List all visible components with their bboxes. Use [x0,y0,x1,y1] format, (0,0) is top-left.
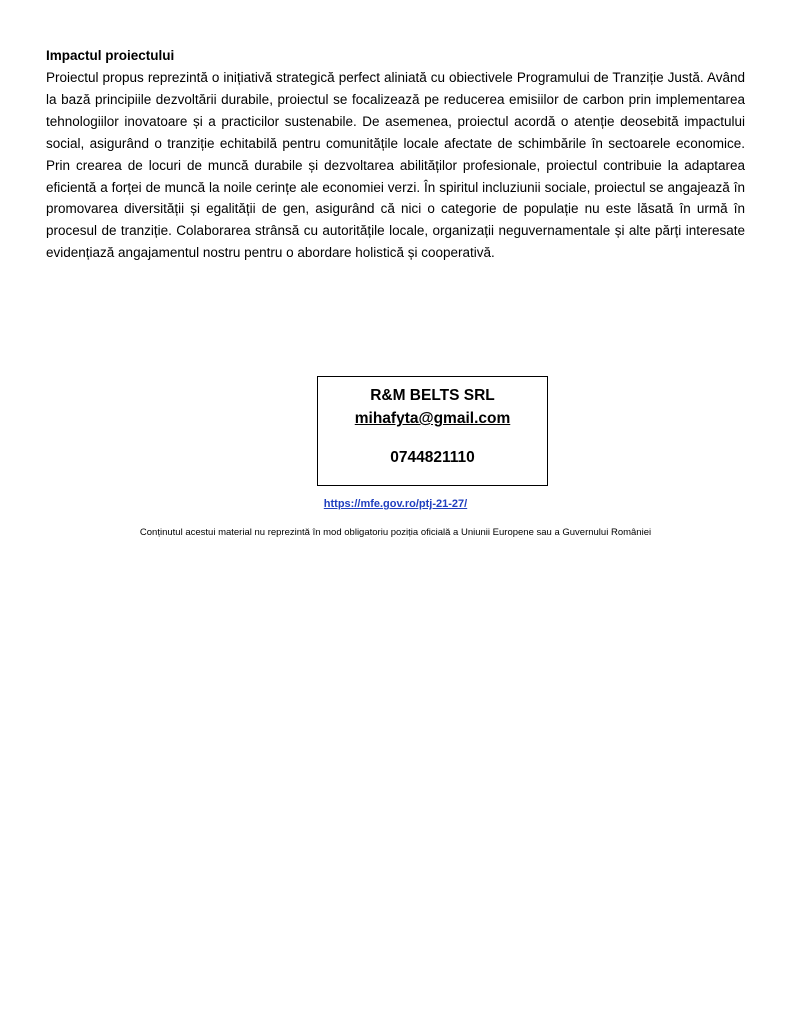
company-name: R&M BELTS SRL [370,387,495,404]
program-website-link[interactable]: https://mfe.gov.ro/ptj-21-27/ [323,498,468,510]
contact-email-link[interactable]: mihafyta@gmail.com [354,410,511,427]
disclaimer-text: Conținutul acestui material nu reprezintă în mod obligatoriu poziția oficială a Uniunii Europene sau a Guvernului României [139,527,652,538]
section-heading: Impactul proiectului [46,48,175,63]
body-paragraph: Proiectul propus reprezintă o inițiativă strategică perfect aliniată cu obiectivele Programului de Tranziție Justă. Având la bază principiile dezvoltării durabile, proiectul se focalizează pe reducerea emisiilor de carbon prin implementarea tehnologiilor inovatoare și a practicilor sustenabile. De asemenea, proiectul acordă o atenție deosebită impactului social, asigurând o tranziție echitabilă pentru comunitățile locale afectate de schimbările în sectoarele economice. Prin crearea de locuri de muncă durabile și dezvoltarea abilităților profesionale, proiectul contribuie la adaptarea eficientă a forței de muncă la noile cerințe ale economiei verzi. În spiritul incluziunii sociale, proiectul se angajează în promovarea diversității și egalității de gen, asigurând că nici o categorie de populație nu este lăsată în urmă în procesul de tranziție. Colaborarea strânsă cu autoritățile locale, organizații neguvernamentale și alte părți interesate evidențiază angajamentul nostru pentru o abordare holistică și cooperativă. [46,70,745,261]
contact-box [317,376,548,486]
contact-phone: 0744821110 [390,449,475,466]
